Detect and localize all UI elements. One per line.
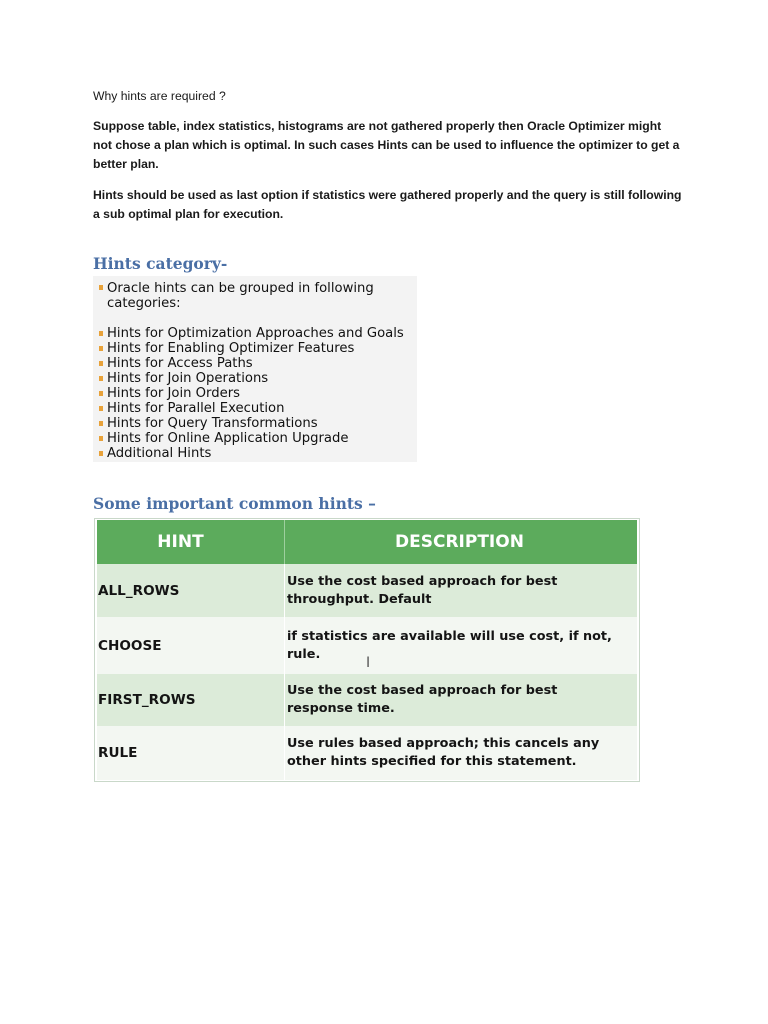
common-hints-table: [97, 520, 637, 780]
category-intro-line-2: categories:: [107, 296, 181, 311]
hint-column-header: HINT: [97, 520, 285, 564]
category-item-label: Hints for Enabling Optimizer Features: [107, 341, 355, 356]
hint-description-cell: if statistics are available will use cost, if not, rule.: [285, 617, 638, 674]
hint-description-cell: Use rules based approach; this cancels any other hints specified for this statement.: [285, 726, 638, 780]
bullet-icon: [99, 376, 103, 381]
category-item: [99, 446, 411, 461]
bullet-icon: [99, 421, 103, 426]
category-item-label: Hints for Online Application Upgrade: [107, 431, 349, 446]
bullet-icon: [99, 406, 103, 411]
category-item-label: Hints for Join Orders: [107, 386, 241, 401]
description-column-header: DESCRIPTION: [285, 520, 638, 564]
bullet-icon: [99, 285, 103, 290]
category-item-label: Hints for Optimization Approaches and Goals: [107, 326, 404, 341]
bullet-icon: [99, 346, 103, 351]
category-item: [99, 416, 411, 431]
common-hints-table-image: [94, 518, 640, 782]
bullet-icon: [99, 451, 103, 456]
why-hints-question: Why hints are required ?: [93, 89, 226, 103]
category-item: [99, 386, 411, 401]
table-row: [97, 674, 637, 726]
hint-name-cell: RULE: [97, 726, 285, 780]
category-item: [99, 431, 411, 446]
hints-category-heading: Hints category-: [93, 254, 228, 273]
bullet-icon: [99, 331, 103, 336]
category-item-label: Hints for Join Operations: [107, 371, 269, 386]
hints-category-image: [93, 276, 417, 462]
category-item: [99, 371, 411, 386]
category-item: [99, 401, 411, 416]
common-hints-heading: Some important common hints –: [93, 494, 376, 513]
category-list: [99, 280, 411, 461]
category-item-label: Hints for Parallel Execution: [107, 401, 285, 416]
hint-name-cell: CHOOSE: [97, 617, 285, 674]
category-item: [99, 341, 411, 356]
bullet-icon: [99, 361, 103, 366]
category-intro-line-1: Oracle hints can be grouped in following: [107, 281, 374, 296]
hint-name-cell: ALL_ROWS: [97, 564, 285, 617]
bullet-icon: [99, 391, 103, 396]
category-intro-item: [99, 280, 411, 311]
bullet-icon: [99, 436, 103, 441]
table-row: [97, 564, 637, 617]
category-item: [99, 326, 411, 341]
hint-name-cell: FIRST_ROWS: [97, 674, 285, 726]
intro-paragraph-1: Suppose table, index statistics, histograms are not gathered properly then Oracle Optimizer might not chose a plan which is optimal. In such cases Hints can be used to influence the optimizer to get a better plan.: [93, 119, 680, 171]
text-cursor-icon: I: [366, 655, 371, 671]
category-item: [99, 356, 411, 371]
table-row: [97, 726, 637, 780]
table-header-row: [97, 520, 637, 564]
intro-paragraph-2: Hints should be used as last option if statistics were gathered properly and the query is still following a sub optimal plan for execution.: [93, 188, 682, 221]
category-item-label: Hints for Access Paths: [107, 356, 253, 371]
hint-description-cell: Use the cost based approach for best response time.: [285, 674, 638, 726]
hint-description-cell: Use the cost based approach for best throughput. Default: [285, 564, 638, 617]
category-item-label: Additional Hints: [107, 446, 212, 461]
category-item-label: Hints for Query Transformations: [107, 416, 318, 431]
